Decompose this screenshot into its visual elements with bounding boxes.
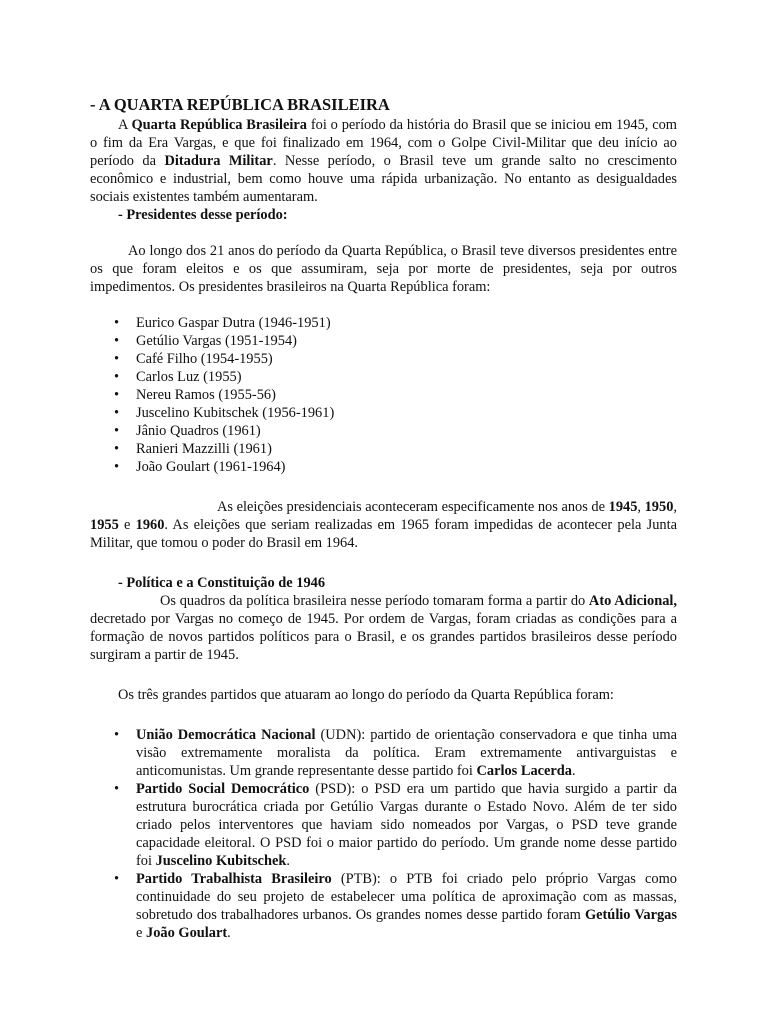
list-item: • Nereu Ramos (1955-56) bbox=[136, 386, 677, 404]
parties-list bbox=[90, 726, 677, 942]
list-item: • Partido Social Democrático (PSD): o PSD era um partido que havia surgido a partir da estrutura burocrática criada por Getúlio Vargas durante o Estado Novo. Além de ter sido criado pelos interventores que haviam sido nomeados por Vargas, o PSD teve grande capacidade eleitoral. O PSD foi o maior partido do período. Um grande nome desse partido foi Juscelino Kubitschek. bbox=[136, 780, 677, 870]
presidents-heading: - Presidentes desse período: bbox=[118, 207, 288, 223]
list-item: • Jânio Quadros (1961) bbox=[136, 422, 677, 440]
list-item: • Partido Trabalhista Brasileiro (PTB): o PTB foi criado pelo próprio Vargas como continuidade do seu projeto de estabelecer uma política de aproximação com as massas, sobretudo dos trabalhadores urbanos. Os grandes nomes desse partido foram Getúlio Vargas e João Goulart. bbox=[136, 870, 677, 942]
list-item: • Carlos Luz (1955) bbox=[136, 368, 677, 386]
list-item: • Ranieri Mazzilli (1961) bbox=[136, 440, 677, 458]
intro-paragraph: A Quarta República Brasileira foi o período da história do Brasil que se iniciou em 1945, com o fim da Era Vargas, e que foi finalizado em 1964, com o Golpe Civil-Militar que deu início ao período da Ditadura Militar. Nesse período, o Brasil teve um grande salto no crescimento econômico e industrial, bem como houve uma rápida urbanização. No entanto as desigualdades sociais existentes também aumentaram. bbox=[90, 117, 677, 205]
presidents-list bbox=[90, 314, 677, 476]
politics-heading: - Política e a Constituição de 1946 bbox=[118, 575, 326, 591]
page-title: - A QUARTA REPÚBLICA BRASILEIRA bbox=[90, 95, 390, 114]
presidents-intro-paragraph: Ao longo dos 21 anos do período da Quarta República, o Brasil teve diversos presidentes entre os que foram eleitos e os que assumiram, seja por morte de presidentes, seja por outros impedimentos. Os presidentes brasileiros na Quarta República foram: bbox=[90, 243, 677, 295]
document-body bbox=[90, 94, 677, 942]
elections-paragraph: As eleições presidenciais aconteceram especificamente nos anos de 1945, 1950, 1955 e 1960. As eleições que seriam realizadas em 1965 foram impedidas de acontecer pela Junta Militar, que tomou o poder do Brasil em 1964. bbox=[90, 499, 677, 551]
list-item: • Café Filho (1954-1955) bbox=[136, 350, 677, 368]
list-item: • União Democrática Nacional (UDN): partido de orientação conservadora e que tinha uma visão extremamente moralista da política. Eram extremamente antivarguistas e anticomunistas. Um grande representante desse partido foi Carlos Lacerda. bbox=[136, 726, 677, 780]
list-item: • Getúlio Vargas (1951-1954) bbox=[136, 332, 677, 350]
list-item: • Juscelino Kubitschek (1956-1961) bbox=[136, 404, 677, 422]
parties-intro-paragraph: Os três grandes partidos que atuaram ao longo do período da Quarta República foram: bbox=[118, 687, 614, 703]
politics-paragraph: Os quadros da política brasileira nesse período tomaram forma a partir do Ato Adicional, decretado por Vargas no começo de 1945. Por ordem de Vargas, foram criadas as condições para a formação de novos partidos políticos para o Brasil, e os grandes partidos brasileiros desse período surgiram a partir de 1945. bbox=[90, 593, 677, 663]
list-item: • Eurico Gaspar Dutra (1946-1951) bbox=[136, 314, 677, 332]
list-item: • João Goulart (1961-1964) bbox=[136, 458, 677, 476]
